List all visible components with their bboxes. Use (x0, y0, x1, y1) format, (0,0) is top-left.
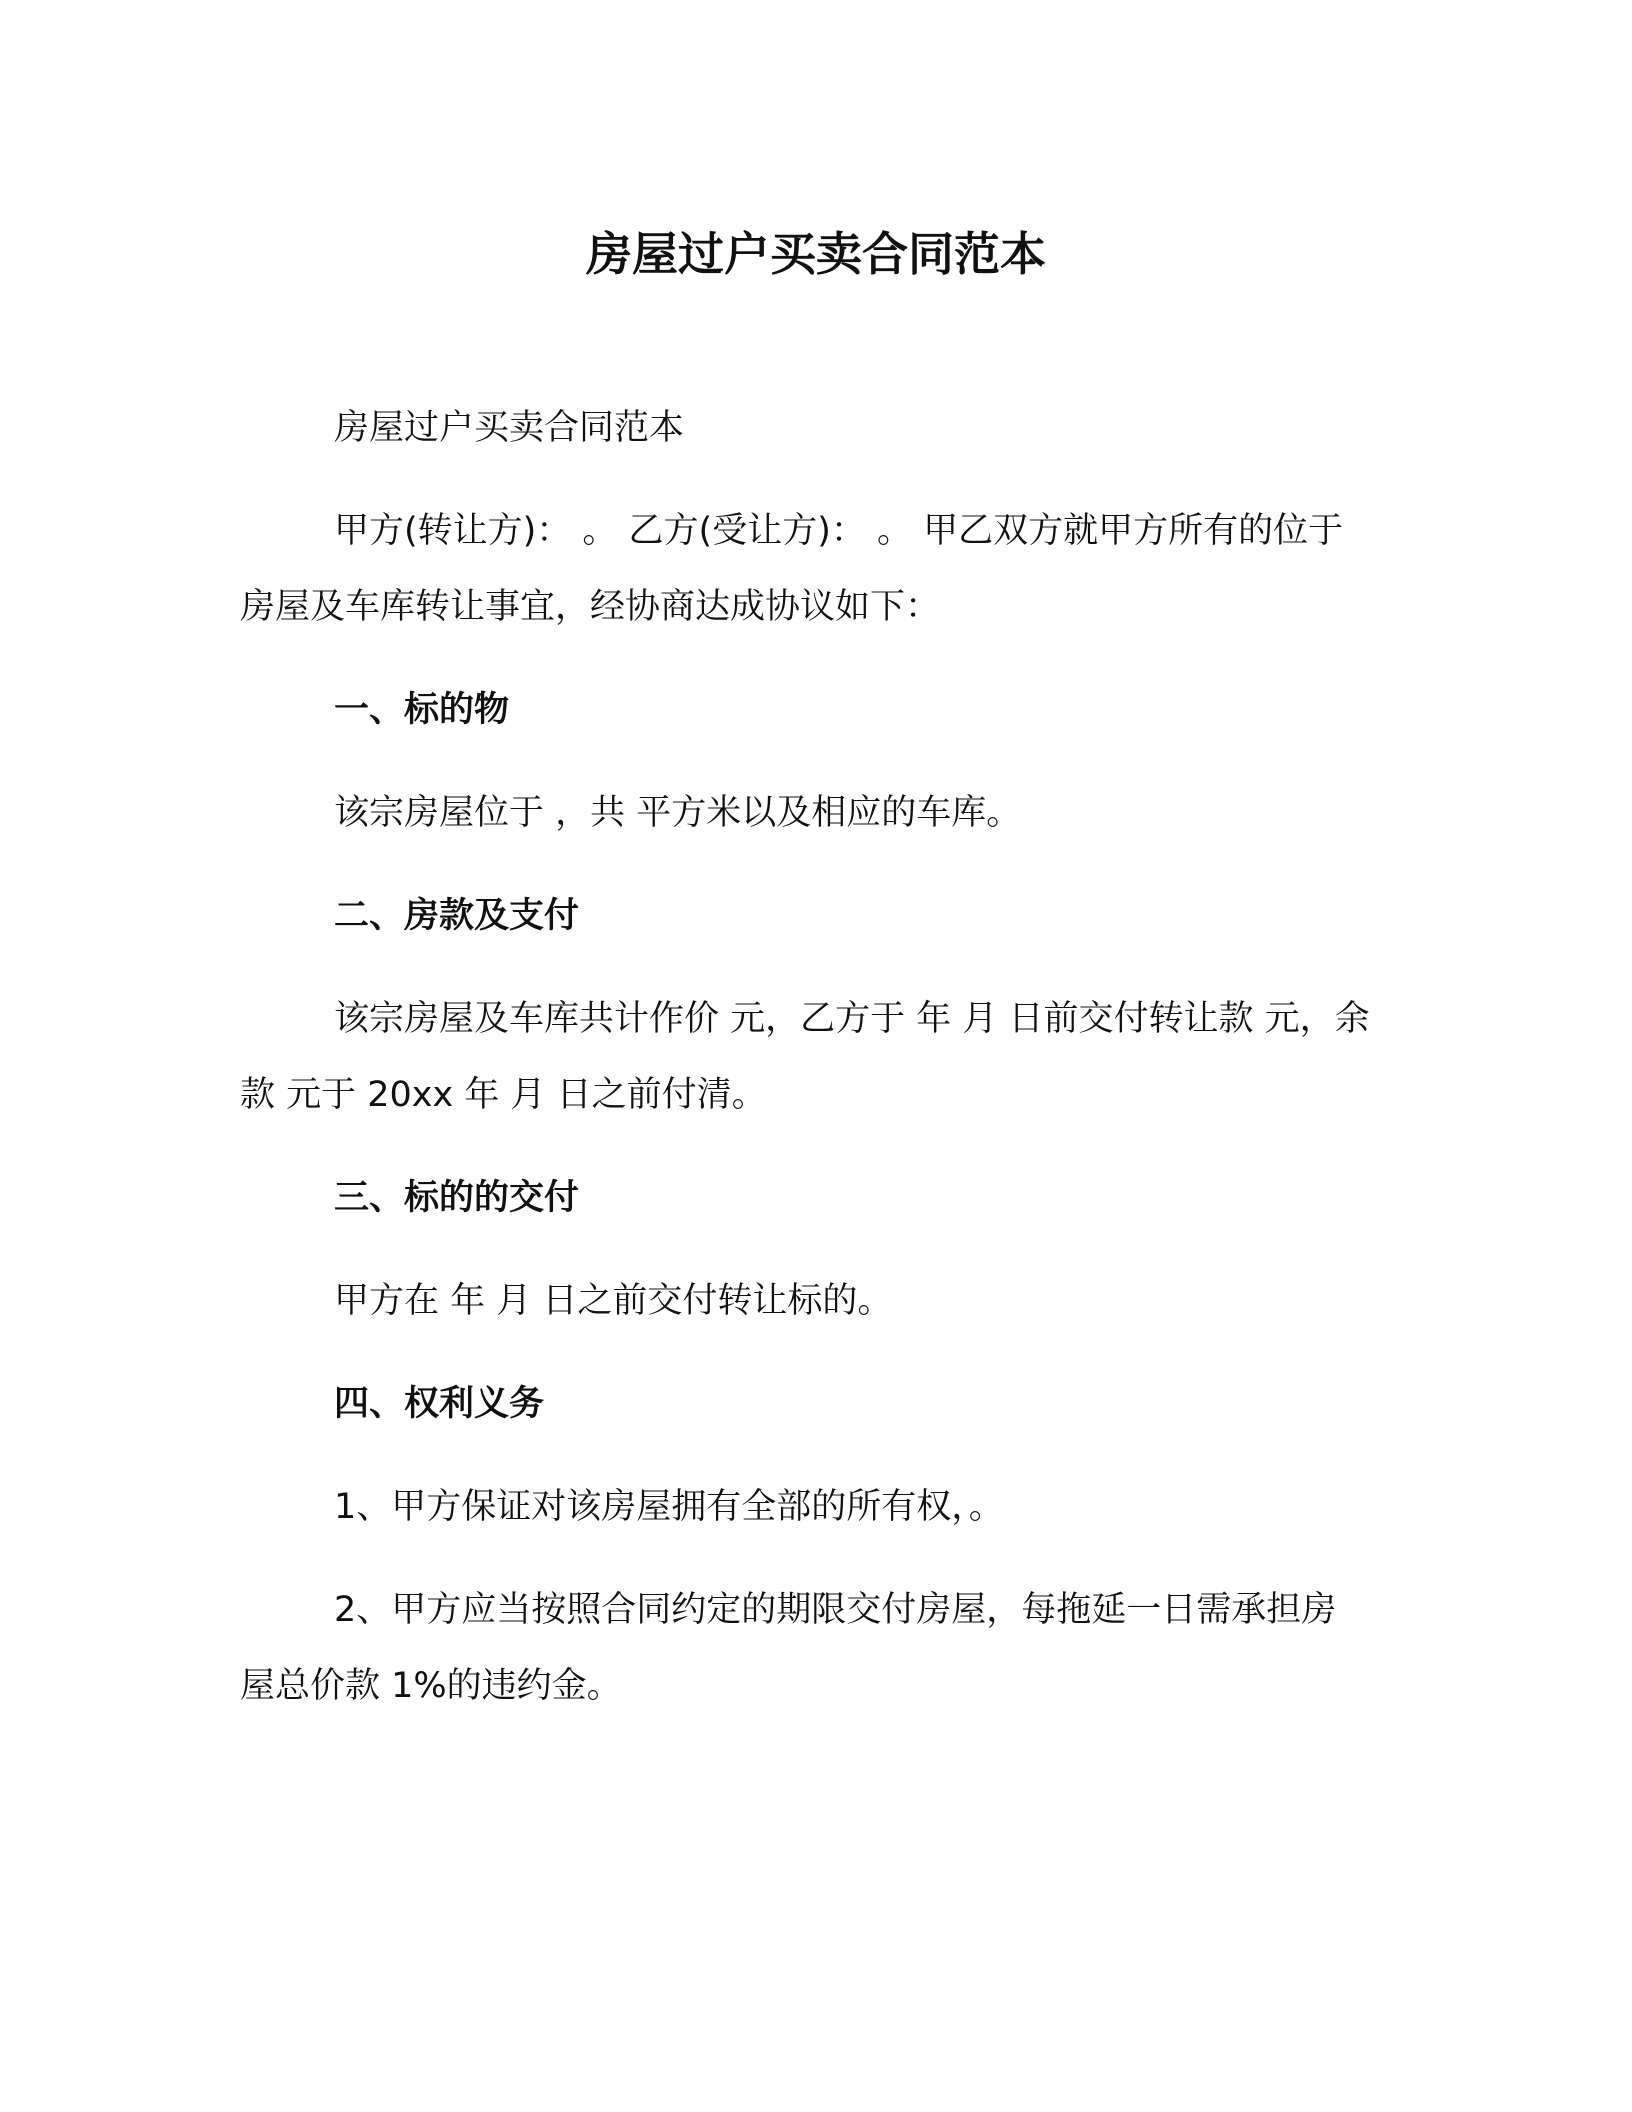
section-heading-payment: 二、房款及支付 (334, 896, 580, 936)
subject-paragraph: 该宗房屋位于 ，共 平方米以及相应的车库。 (334, 793, 1022, 833)
subtitle-paragraph: 房屋过户买卖合同范本 (334, 408, 685, 448)
document-body (240, 390, 1370, 1751)
section-heading-subject: 一、标的物 (334, 690, 510, 730)
section-heading-rights: 四、权利义务 (334, 1384, 545, 1424)
parties-paragraph: 甲方(转让方)： 。 乙方(受让方)： 。 甲乙双方就甲方所有的位于 房屋及车库转让事宜，经协商达成协议如下： (240, 511, 1344, 627)
rights-item-1: 1、甲方保证对该房屋拥有全部的所有权，。 (334, 1487, 1004, 1527)
document-title: 房屋过户买卖合同范本 (586, 227, 1046, 281)
payment-paragraph: 该宗房屋及车库共计作价 元，乙方于 年 月 日前交付转让款 元，余款 元于 20xx 年 月 日之前付清。 (240, 999, 1370, 1115)
delivery-paragraph: 甲方在 年 月 日之前交付转让标的。 (334, 1281, 893, 1321)
rights-item-2: 2、甲方应当按照合同约定的期限交付房屋，每拖延一日需承担房屋总价款 1%的违约金。 (240, 1590, 1337, 1706)
section-heading-delivery: 三、标的的交付 (334, 1178, 580, 1218)
